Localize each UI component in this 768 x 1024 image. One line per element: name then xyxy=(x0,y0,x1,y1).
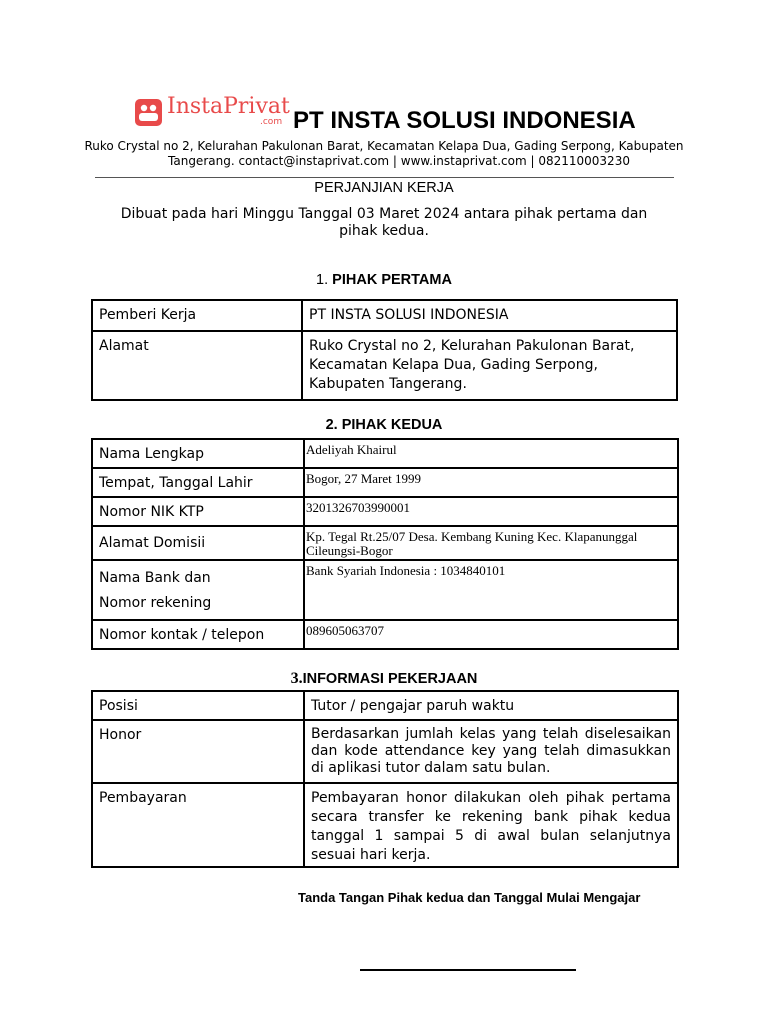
row-value: Ruko Crystal no 2, Kelurahan Pakulonan Barat, Kecamatan Kelapa Dua, Gading Serpong, Kabupaten Tangerang. xyxy=(309,338,635,392)
row-label: Posisi xyxy=(99,698,138,714)
row-label: Nama Bank dan xyxy=(99,570,211,586)
label-cell xyxy=(92,497,304,526)
company-name: PT INSTA SOLUSI INDONESIA xyxy=(293,107,636,134)
row-value: 089605063707 xyxy=(306,623,384,638)
table-row xyxy=(92,783,678,867)
row-label: Nomor NIK KTP xyxy=(99,504,204,520)
value-cell xyxy=(302,300,677,331)
section-number: 3. xyxy=(290,670,303,687)
table-row xyxy=(92,526,678,560)
row-value: Bank Syariah Indonesia : 1034840101 xyxy=(306,563,506,578)
section-number: 1. xyxy=(316,272,329,288)
value-cell xyxy=(302,331,677,400)
company-logo xyxy=(135,94,290,129)
table-row xyxy=(92,439,678,468)
table-row xyxy=(92,560,678,620)
logo-text: InstaPrivat xyxy=(167,94,290,119)
label-cell xyxy=(92,468,304,497)
people-icon xyxy=(135,99,162,126)
informasi-pekerjaan-table xyxy=(91,690,679,868)
document-title: PERJANJIAN KERJA xyxy=(314,180,454,196)
section-title: INFORMASI PEKERJAAN xyxy=(302,671,478,687)
value-cell xyxy=(304,497,678,526)
label-cell xyxy=(92,783,304,867)
row-label: Nama Lengkap xyxy=(99,446,204,462)
row-label: Nomor kontak / telepon xyxy=(99,627,265,643)
value-cell xyxy=(304,468,678,497)
row-label-line2: Nomor rekening xyxy=(99,595,212,611)
row-value: 3201326703990001 xyxy=(306,500,410,515)
label-cell xyxy=(92,331,302,400)
row-label: Honor xyxy=(99,727,142,743)
row-label: Alamat xyxy=(99,338,149,354)
row-value: Pembayaran honor dilakukan oleh pihak pertama secara transfer ke rekening bank pihak kedua tanggal 1 sampai 5 di awal bulan selanjutnya sesuai hari kerja. xyxy=(311,790,671,863)
label-cell xyxy=(92,560,304,620)
label-cell xyxy=(92,439,304,468)
row-value: Bogor, 27 Maret 1999 xyxy=(306,471,422,486)
table-row xyxy=(92,691,678,720)
row-value: PT INSTA SOLUSI INDONESIA xyxy=(309,307,509,323)
label-cell xyxy=(92,720,304,783)
row-label: Pemberi Kerja xyxy=(99,307,197,323)
table-row xyxy=(92,720,678,783)
row-value: Tutor / pengajar paruh waktu xyxy=(311,698,515,714)
value-cell xyxy=(304,560,678,620)
section-heading-pihak-pertama xyxy=(0,272,768,288)
value-cell xyxy=(304,691,678,720)
company-contact: Tangerang. contact@instaprivat.com | www.instaprivat.com | 082110003230 xyxy=(168,154,630,168)
table-row xyxy=(92,331,677,400)
row-value: Berdasarkan jumlah kelas yang telah diselesaikan dan kode attendance key yang telah dimasukkan di aplikasi tutor dalam satu bulan. xyxy=(311,726,671,776)
row-label: Tempat, Tanggal Lahir xyxy=(99,475,253,491)
section-title: PIHAK PERTAMA xyxy=(332,272,452,288)
table-row xyxy=(92,620,678,649)
value-cell xyxy=(304,526,678,560)
label-cell xyxy=(92,526,304,560)
table-row xyxy=(92,468,678,497)
table-row xyxy=(92,497,678,526)
row-label: Alamat Domisii xyxy=(99,535,206,551)
label-cell xyxy=(92,300,302,331)
logo-domain: .com xyxy=(260,117,283,127)
signature-caption: Tanda Tangan Pihak kedua dan Tanggal Mulai Mengajar xyxy=(298,890,641,905)
document-intro: Dibuat pada hari Minggu Tanggal 03 Maret 2024 antara pihak pertama dan pihak kedua. xyxy=(120,206,648,239)
header-divider xyxy=(95,177,674,178)
section-heading-informasi-pekerjaan xyxy=(0,670,768,688)
label-cell xyxy=(92,620,304,649)
pihak-pertama-table xyxy=(91,299,678,401)
pihak-kedua-table xyxy=(91,438,679,650)
value-cell xyxy=(304,620,678,649)
value-cell xyxy=(304,720,678,783)
row-value: Kp. Tegal Rt.25/07 Desa. Kembang Kuning Kec. Klapanunggal Cileungsi-Bogor xyxy=(306,529,638,558)
row-label: Pembayaran xyxy=(99,790,187,806)
value-cell xyxy=(304,783,678,867)
table-row xyxy=(92,300,677,331)
label-cell xyxy=(92,691,304,720)
value-cell xyxy=(304,439,678,468)
company-address: Ruko Crystal no 2, Kelurahan Pakulonan Barat, Kecamatan Kelapa Dua, Gading Serpong, Kabupaten xyxy=(84,139,684,153)
signature-line xyxy=(360,969,576,971)
row-value: Adeliyah Khairul xyxy=(306,442,397,457)
section-heading-pihak-kedua: 2. PIHAK KEDUA xyxy=(325,417,443,433)
